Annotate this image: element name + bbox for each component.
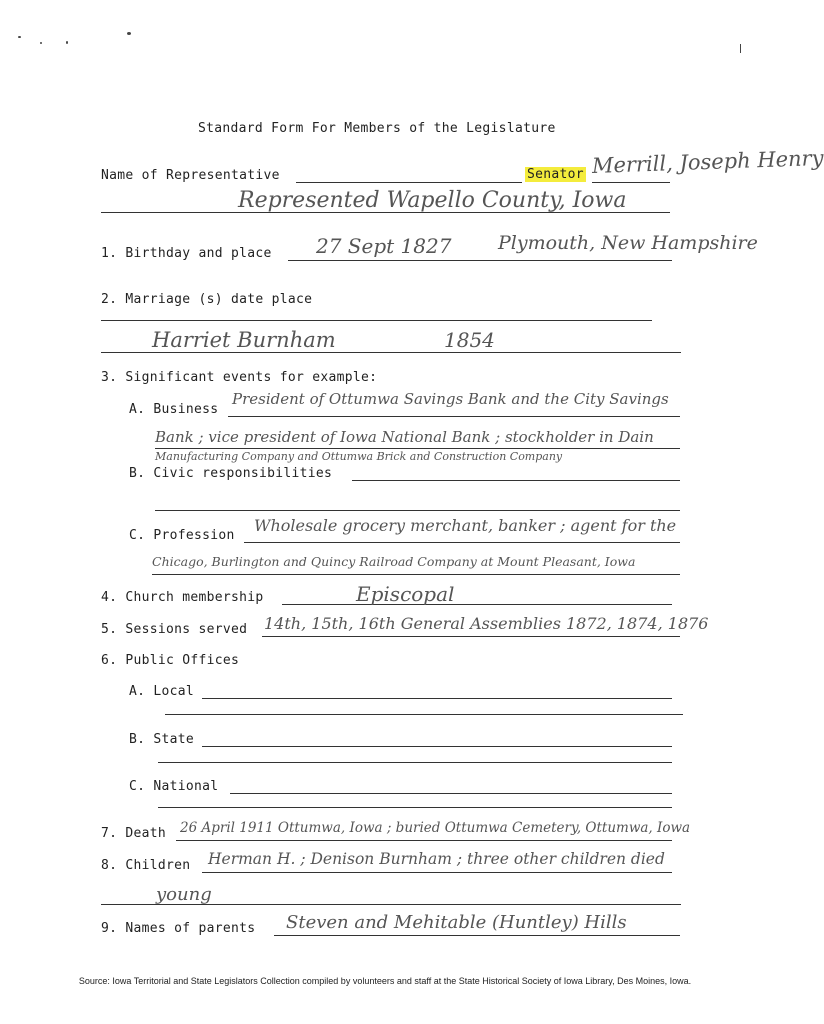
profession-label: C. Profession xyxy=(129,528,235,543)
handwritten-profession-2: Chicago, Burlington and Quincy Railroad Company at Mount Pleasant, Iowa xyxy=(152,554,636,569)
handwritten-parents: Steven and Mehitable (Huntley) Hills xyxy=(286,912,627,933)
state-label: B. State xyxy=(129,732,195,747)
national-underline xyxy=(230,793,672,794)
business-underline xyxy=(228,416,680,417)
local-underline-2 xyxy=(165,714,683,715)
scan-speck xyxy=(40,42,42,44)
profession-underline-2 xyxy=(152,574,680,575)
handwritten-represented: Represented Wapello County, Iowa xyxy=(238,188,627,213)
handwritten-marriage-year: 1854 xyxy=(444,328,495,352)
handwritten-profession-1: Wholesale grocery merchant, banker ; agent for the xyxy=(254,516,677,535)
senator-label: Senator xyxy=(527,167,584,182)
handwritten-birthplace: Plymouth, New Hampshire xyxy=(498,232,758,254)
local-label: A. Local xyxy=(129,684,195,699)
church-underline xyxy=(282,604,672,605)
handwritten-church: Episcopal xyxy=(356,582,455,606)
children-label: 8. Children xyxy=(101,858,191,873)
handwritten-birthday: 27 Sept 1827 xyxy=(316,234,452,258)
business-label: A. Business xyxy=(129,402,219,417)
children-underline xyxy=(202,872,672,873)
death-underline xyxy=(176,840,672,841)
sessions-label: 5. Sessions served xyxy=(101,622,248,637)
form-title: Standard Form For Members of the Legislature xyxy=(198,121,556,136)
handwritten-sessions: 14th, 15th, 16th General Assemblies 1872, 1874, 1876 xyxy=(264,614,709,633)
state-underline xyxy=(202,746,672,747)
handwritten-business-3: Manufacturing Company and Ottumwa Brick and Construction Company xyxy=(155,450,563,463)
name-underline xyxy=(296,182,522,183)
name-label: Name of Representative xyxy=(101,168,280,183)
marriage-label: 2. Marriage (s) date place xyxy=(101,292,313,307)
national-underline-2 xyxy=(158,807,672,808)
senator-underline xyxy=(592,182,670,183)
handwritten-spouse: Harriet Burnham xyxy=(152,328,336,352)
business-underline-2 xyxy=(155,448,680,449)
state-underline-2 xyxy=(158,762,672,763)
marriage-underline-2 xyxy=(101,352,681,353)
children-underline-2 xyxy=(101,904,681,905)
civic-label: B. Civic responsibilities xyxy=(129,466,333,481)
local-underline xyxy=(202,698,672,699)
national-label: C. National xyxy=(129,779,219,794)
scan-speck xyxy=(66,41,68,44)
offices-label: 6. Public Offices xyxy=(101,653,240,668)
events-label: 3. Significant events for example: xyxy=(101,370,378,385)
handwritten-business-1: President of Ottumwa Savings Bank and the City Savings xyxy=(232,390,669,408)
civic-underline-2 xyxy=(155,510,680,511)
handwritten-children-2: young xyxy=(156,884,212,905)
marriage-underline-1 xyxy=(101,320,652,321)
death-label: 7. Death xyxy=(101,826,167,841)
handwritten-name: Merrill, Joseph Henry xyxy=(591,145,824,178)
handwritten-children-1: Herman H. ; Denison Burnham ; three other children died xyxy=(208,850,665,868)
birthday-label: 1. Birthday and place xyxy=(101,246,272,261)
scan-speck xyxy=(740,44,741,53)
handwritten-business-2: Bank ; vice president of Iowa National Bank ; stockholder in Dain xyxy=(155,428,654,446)
source-footer: Source: Iowa Territorial and State Legislators Collection compiled by volunteers and staff at the State Historical Society of Iowa Library, Des Moines, Iowa. xyxy=(78,976,692,986)
birthday-underline xyxy=(288,260,672,261)
civic-underline xyxy=(352,480,680,481)
sessions-underline xyxy=(262,636,680,637)
parents-label: 9. Names of parents xyxy=(101,921,256,936)
scan-speck xyxy=(18,36,21,38)
parents-underline xyxy=(274,935,680,936)
church-label: 4. Church membership xyxy=(101,590,264,605)
profession-underline xyxy=(244,542,680,543)
handwritten-death: 26 April 1911 Ottumwa, Iowa ; buried Ottumwa Cemetery, Ottumwa, Iowa xyxy=(180,820,691,836)
scan-speck xyxy=(127,32,131,35)
